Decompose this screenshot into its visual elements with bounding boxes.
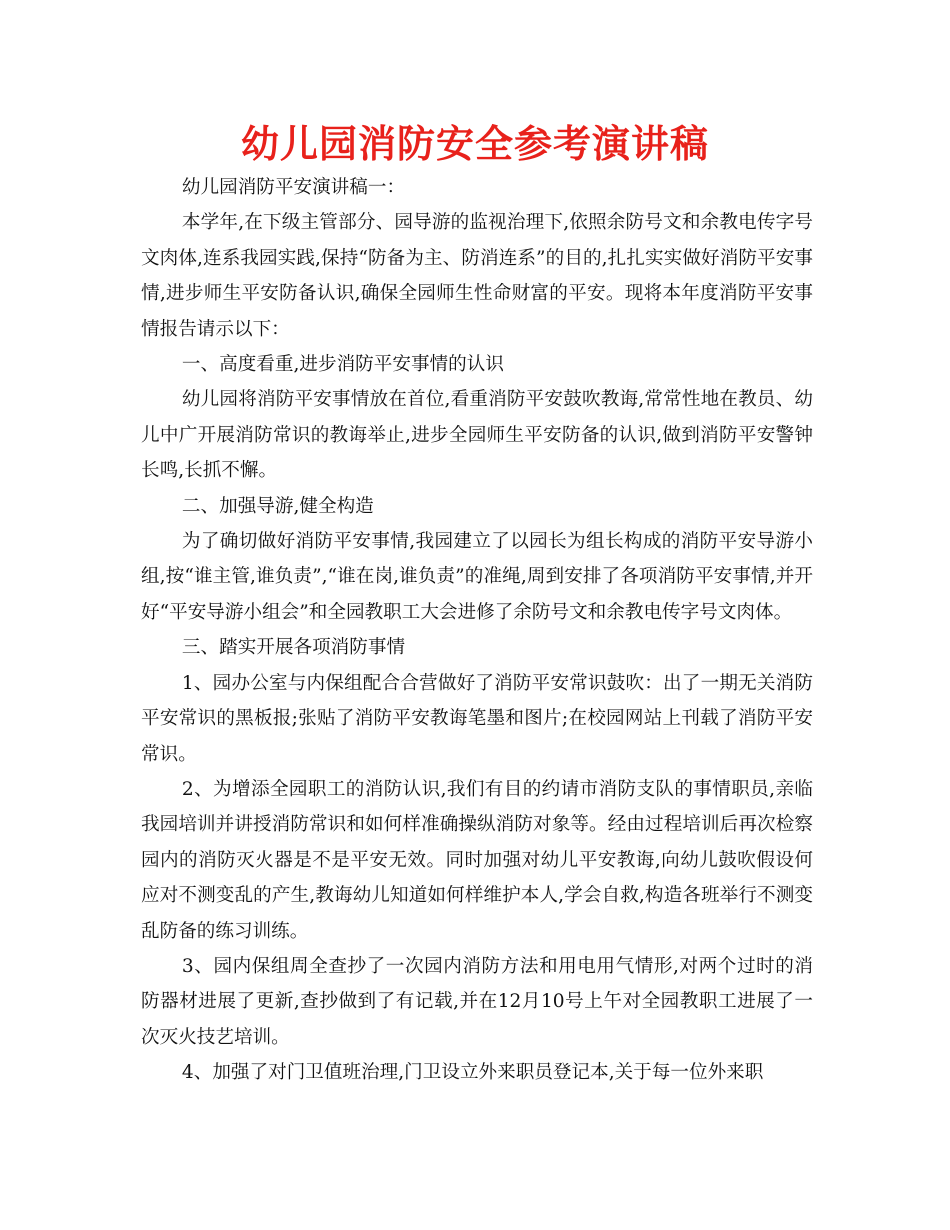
paragraph: 4、加强了对门卫值班治理,门卫设立外来职员登记本,关于每一位外来职 [181,1062,764,1084]
paragraph: 3、园内保组周全查抄了一次园内消防方法和用电用气情形,对两个过时的消防器材进展了更新,查抄做到了有记载,并在12月10号上午对全园教职工进展了一次灭火技艺培训。 [141,955,813,1048]
paragraph: 为了确切做好消防平安事情,我园建立了以园长为组长构成的消防平安导游小组,按“谁主管,谁负责”,“谁在岗,谁负责”的准绳,周到安排了各项消防平安事情,并开好“平安导游小组会”和全园教职工大会进修了余防号文和余教电传字号文肉体。 [141,531,813,623]
document-title: 幼儿园消防安全参考演讲稿 [240,121,709,166]
document-body [141,170,813,1091]
paragraph: 2、为增添全园职工的消防认识,我们有目的约请市消防支队的事情职员,亲临我园培训并讲授消防常识和如何样准确操纵消防对象等。经由过程培训后再次检察园内的消防灭火器是不是平安无效。同时加强对幼儿平安教诲,向幼儿鼓吹假设何应对不测变乱的产生,教诲幼儿知道如何样维护本人,学会自救,构造各班举行不测变乱防备的练习训练。 [141,778,813,942]
section-heading: 一、高度看重,进步消防平安事情的认识 [181,354,504,376]
section-heading: 二、加强导游,健全构造 [181,495,374,517]
paragraph: 1、园办公室与内保组配合合营做好了消防平安常识鼓吹：出了一期无关消防平安常识的黑板报;张贴了消防平安教诲笔墨和图片;在校园网站上刊载了消防平安常识。 [141,672,813,765]
paragraph: 幼儿园消防平安演讲稿一： [181,177,406,198]
paragraph: 本学年,在下级主管部分、园导游的监视治理下,依照余防号文和余教电传字号文肉体,连系我园实践,保持“防备为主、防消连系”的目的,扎扎实实做好消防平安事情,进步师生平安防备认识,确保全园师生性命财富的平安。现将本年度消防平安事情报告请示以下： [141,212,813,340]
paragraph: 幼儿园将消防平安事情放在首位,看重消防平安鼓吹教诲,常常性地在教员、幼儿中广开展消防常识的教诲举止,进步全园师生平安防备的认识,做到消防平安警钟长鸣,长抓不懈。 [141,389,813,482]
section-heading: 三、踏实开展各项消防事情 [181,637,406,659]
